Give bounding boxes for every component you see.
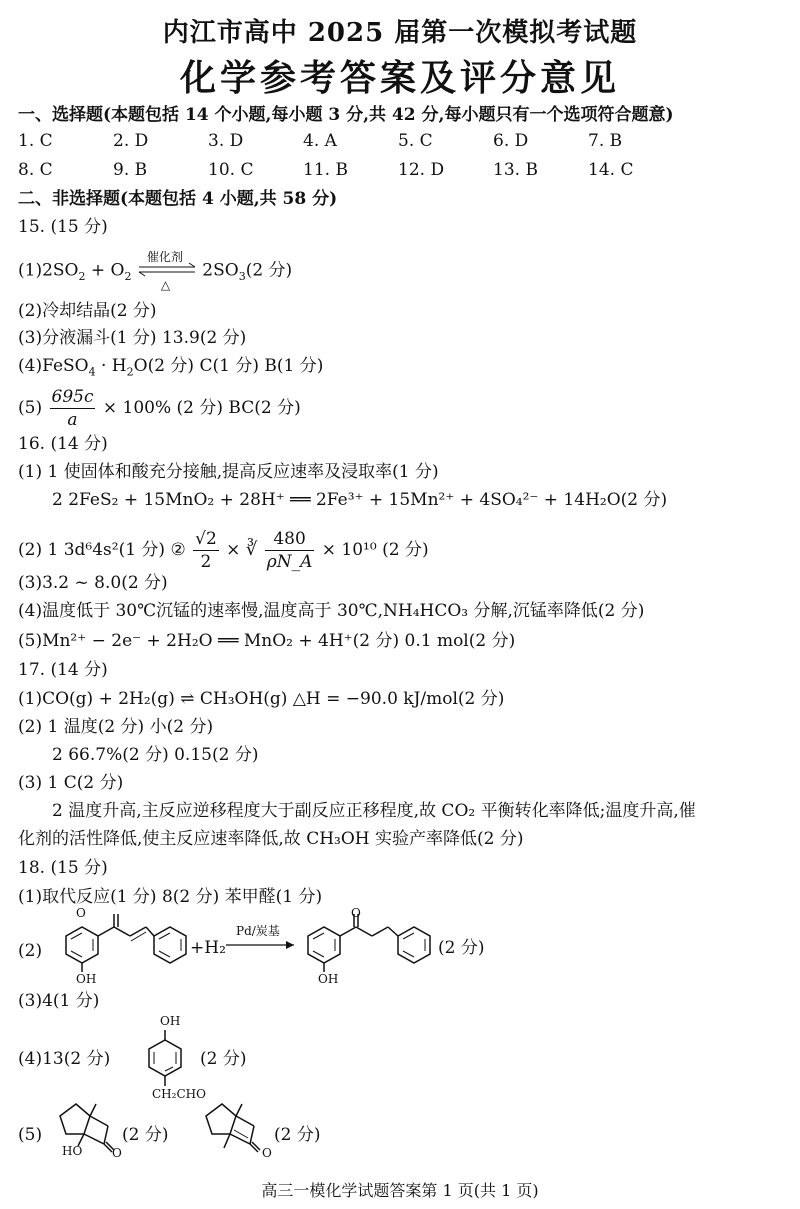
mc-answer: 10. C bbox=[208, 160, 254, 180]
mc-answer: 9. B bbox=[113, 160, 148, 180]
mc-answer: 1. C bbox=[18, 131, 53, 151]
q15-answer-3: (3)分液漏斗(1 分) 13.9(2 分) bbox=[18, 328, 247, 348]
q17-answer-2a: (2) 1 温度(2 分) 小(2 分) bbox=[18, 717, 214, 737]
ketone-oxygen-label: O bbox=[262, 1146, 272, 1160]
q16-answer-1: (1) 1 使固体和酸充分接触,提高反应速率及浸取率(1 分) bbox=[18, 462, 439, 482]
q18-answer-1: (1)取代反应(1 分) 8(2 分) 苯甲醛(1 分) bbox=[18, 887, 323, 907]
q17-answer-2b: 2 66.7%(2 分) 0.15(2 分) bbox=[52, 745, 259, 765]
exam-title: 内江市高中 2025 届第一次模拟考试题 bbox=[162, 18, 638, 48]
mc-answer: 4. A bbox=[303, 131, 337, 151]
mc-answer: 11. B bbox=[303, 160, 348, 180]
q15-answer-5: (5) $\frac{695c}{a}$ × 100% (2 分) BC(2 分) bbox=[18, 387, 301, 430]
chalcone-structure-icon bbox=[46, 906, 196, 988]
q16-answer-3: (3)3.2 ~ 8.0(2 分) bbox=[18, 573, 168, 593]
q18-title: 18. (15 分) bbox=[18, 858, 108, 878]
section2-heading: 二、非选择题(本题包括 4 小题,共 58 分) bbox=[18, 189, 338, 209]
q18-answer-5-label: (5) bbox=[18, 1125, 43, 1145]
q17-answer-3a: (3) 1 C(2 分) bbox=[18, 773, 124, 793]
q18-answer-4-score: (2 分) bbox=[200, 1049, 247, 1069]
section1-heading: 一、选择题(本题包括 14 个小题,每小题 3 分,共 42 分,每小题只有一个选项符合题意) bbox=[18, 105, 674, 125]
q18-answer-5-score-1: (2 分) bbox=[122, 1125, 169, 1145]
cube-root-icon: ∛ bbox=[245, 539, 258, 560]
phenylacetaldehyde-structure-icon bbox=[140, 1028, 190, 1090]
q16-title: 16. (14 分) bbox=[18, 434, 108, 454]
catalyst-arrow: 催化剂 △ bbox=[137, 254, 197, 288]
q18-answer-5-score-2: (2 分) bbox=[274, 1125, 321, 1145]
fraction: $\frac{480}{\rho N\_A}$ bbox=[266, 529, 313, 572]
phenol-oh-label: OH bbox=[160, 1014, 181, 1028]
fraction: $\frac{695c}{a}$ bbox=[51, 387, 94, 430]
mc-answer: 6. D bbox=[493, 131, 529, 151]
mc-answer: 14. C bbox=[588, 160, 634, 180]
q15-answer-4: (4)FeSO$_4$ · $H_2O(2$ 分) C(1 分) B(1 分) bbox=[18, 356, 324, 379]
carbonyl-oxygen-label: O bbox=[76, 906, 86, 920]
mc-answer: 12. D bbox=[398, 160, 445, 180]
q16-answer-1b: 2 2FeS₂ + 15MnO₂ + 28H⁺ ══ 2Fe³⁺ + 15Mn²⁺ + 4SO₄²⁻ + 14H₂O(2 分) bbox=[52, 490, 668, 510]
hydroxyl-label: HO bbox=[62, 1144, 83, 1158]
reaction-arrow-icon bbox=[224, 940, 298, 950]
q17-answer-3c: 化剂的活性降低,使主反应速率降低,故 CH₃OH 实验产率降低(2 分) bbox=[18, 829, 524, 849]
catalyst-label: Pd/炭基 bbox=[236, 924, 280, 938]
q18-answer-4-label: (4)13(2 分) bbox=[18, 1049, 111, 1069]
q15-title: 15. (15 分) bbox=[18, 217, 108, 237]
hydrogen-reagent: +H₂ bbox=[190, 938, 226, 958]
q18-answer-2-score: (2 分) bbox=[438, 938, 485, 958]
answer-title: 化学参考答案及评分意见 bbox=[179, 57, 620, 99]
ch2cho-label: CH₂CHO bbox=[152, 1087, 206, 1101]
mc-answer: 3. D bbox=[208, 131, 244, 151]
mc-answer: 2. D bbox=[113, 131, 149, 151]
q17-answer-1: (1)CO(g) + 2H₂(g) ⇌ CH₃OH(g) △H = −90.0 kJ/mol(2 分) bbox=[18, 689, 505, 709]
mc-answer: 7. B bbox=[588, 131, 623, 151]
q18-answer-2-label: (2) bbox=[18, 941, 43, 961]
q15-answer-1: $(1)2SO_2 + O_2$ 催化剂 △ $2SO_3(2$ 分) bbox=[18, 250, 293, 292]
mc-answer: 8. C bbox=[18, 160, 53, 180]
q15-answer-2: (2)冷却结晶(2 分) bbox=[18, 301, 157, 321]
ketone-oxygen-label: O bbox=[112, 1146, 122, 1160]
page-footer: 高三一模化学试题答案第 1 页(共 1 页) bbox=[261, 1181, 539, 1200]
carbonyl-oxygen-label: O bbox=[351, 906, 361, 920]
q17-answer-3b: 2 温度升高,主反应逆移程度大于副反应正移程度,故 CO₂ 平衡转化率降低;温度升高,催 bbox=[52, 801, 696, 821]
q16-answer-5: (5)Mn²⁺ − 2e⁻ + 2H₂O ══ MnO₂ + 4H⁺(2 分) 0.1 mol(2 分) bbox=[18, 631, 516, 651]
q18-answer-3: (3)4(1 分) bbox=[18, 991, 100, 1011]
mc-answer: 13. B bbox=[493, 160, 538, 180]
hydroxyl-label: OH bbox=[318, 972, 339, 986]
q17-title: 17. (14 分) bbox=[18, 660, 108, 680]
fraction: $\frac{√2}{2}$ bbox=[195, 529, 217, 572]
mc-answer: 5. C bbox=[398, 131, 433, 151]
q16-answer-2: (2) 1 3d⁶4s²(1 分) ② $\frac{√2}{2}$ × ∛ $\frac{480}{\rho N\_A}$ × 10¹⁰ (2 分) bbox=[18, 529, 429, 572]
q16-answer-4: (4)温度低于 30℃沉锰的速率慢,温度高于 30℃,NH₄HCO₃ 分解,沉锰率降低(2 分) bbox=[18, 601, 645, 621]
hydroxyl-label: OH bbox=[76, 972, 97, 986]
